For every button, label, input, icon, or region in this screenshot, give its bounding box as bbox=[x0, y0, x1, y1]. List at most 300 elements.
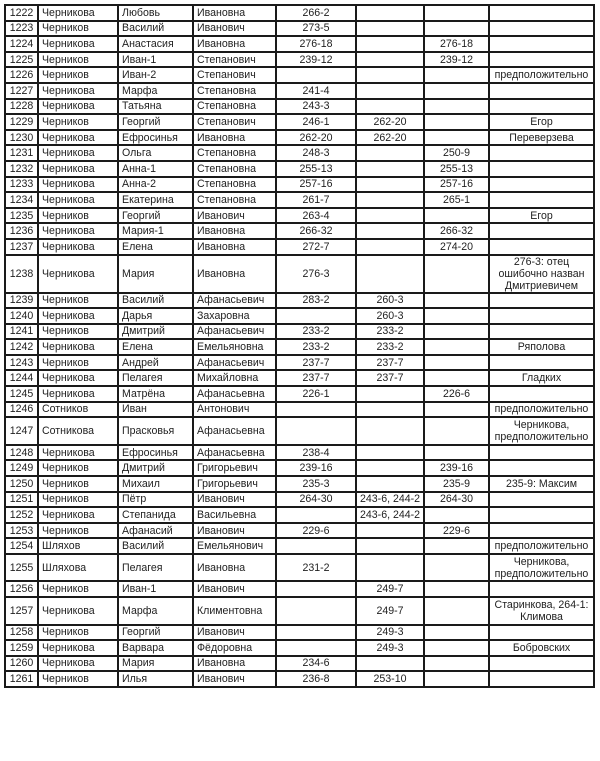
record-id-cell: 1228 bbox=[5, 99, 38, 115]
patronymic-cell: Ивановна bbox=[193, 255, 276, 293]
patronymic-cell: Климентовна bbox=[193, 597, 276, 625]
first-name-cell: Георгий bbox=[118, 625, 193, 641]
reference-3-cell bbox=[424, 324, 489, 340]
note-cell bbox=[489, 293, 594, 309]
surname-cell: Черникова bbox=[38, 507, 118, 523]
patronymic-cell: Афанасьевич bbox=[193, 324, 276, 340]
note-cell: Гладких bbox=[489, 370, 594, 386]
reference-2-cell bbox=[356, 554, 424, 582]
note-cell bbox=[489, 145, 594, 161]
record-id-cell: 1236 bbox=[5, 223, 38, 239]
first-name-cell: Георгий bbox=[118, 114, 193, 130]
reference-1-cell: 229-6 bbox=[276, 523, 356, 539]
reference-2-cell bbox=[356, 177, 424, 193]
table-row bbox=[5, 370, 594, 386]
first-name-cell: Дмитрий bbox=[118, 460, 193, 476]
first-name-cell: Анна-1 bbox=[118, 161, 193, 177]
note-cell bbox=[489, 492, 594, 508]
first-name-cell: Мария bbox=[118, 656, 193, 672]
reference-3-cell bbox=[424, 208, 489, 224]
record-id-cell: 1252 bbox=[5, 507, 38, 523]
record-id-cell: 1225 bbox=[5, 52, 38, 68]
patronymic-cell: Емельянович bbox=[193, 538, 276, 554]
patronymic-cell: Степановна bbox=[193, 83, 276, 99]
reference-1-cell: 239-16 bbox=[276, 460, 356, 476]
table-row bbox=[5, 161, 594, 177]
table-body bbox=[5, 5, 594, 687]
reference-2-cell bbox=[356, 67, 424, 83]
reference-3-cell bbox=[424, 114, 489, 130]
reference-3-cell bbox=[424, 402, 489, 418]
reference-1-cell: 239-12 bbox=[276, 52, 356, 68]
note-cell bbox=[489, 308, 594, 324]
record-id-cell: 1256 bbox=[5, 581, 38, 597]
reference-3-cell bbox=[424, 417, 489, 445]
reference-3-cell bbox=[424, 355, 489, 371]
table-row bbox=[5, 339, 594, 355]
table-row bbox=[5, 293, 594, 309]
reference-2-cell: 249-7 bbox=[356, 597, 424, 625]
surname-cell: Черников bbox=[38, 671, 118, 687]
surname-cell: Черников bbox=[38, 476, 118, 492]
reference-2-cell: 249-3 bbox=[356, 625, 424, 641]
reference-2-cell bbox=[356, 386, 424, 402]
surname-cell: Черников bbox=[38, 324, 118, 340]
reference-2-cell: 233-2 bbox=[356, 339, 424, 355]
note-cell: Черникова, предположительно bbox=[489, 554, 594, 582]
surname-cell: Черникова bbox=[38, 130, 118, 146]
note-cell bbox=[489, 161, 594, 177]
reference-3-cell bbox=[424, 581, 489, 597]
reference-3-cell: 265-1 bbox=[424, 192, 489, 208]
reference-2-cell: 243-6, 244-2 bbox=[356, 507, 424, 523]
reference-1-cell bbox=[276, 507, 356, 523]
surname-cell: Черникова bbox=[38, 177, 118, 193]
reference-2-cell bbox=[356, 255, 424, 293]
first-name-cell: Елена bbox=[118, 239, 193, 255]
note-cell bbox=[489, 507, 594, 523]
record-id-cell: 1232 bbox=[5, 161, 38, 177]
surname-cell: Черникова bbox=[38, 656, 118, 672]
surname-cell: Черникова bbox=[38, 308, 118, 324]
surname-cell: Черникова bbox=[38, 36, 118, 52]
table-row bbox=[5, 99, 594, 115]
reference-3-cell bbox=[424, 83, 489, 99]
reference-3-cell bbox=[424, 130, 489, 146]
record-id-cell: 1237 bbox=[5, 239, 38, 255]
record-id-cell: 1247 bbox=[5, 417, 38, 445]
surname-cell: Черников bbox=[38, 52, 118, 68]
reference-1-cell bbox=[276, 402, 356, 418]
note-cell: Ряполова bbox=[489, 339, 594, 355]
first-name-cell: Василий bbox=[118, 293, 193, 309]
table-row bbox=[5, 417, 594, 445]
reference-1-cell: 255-13 bbox=[276, 161, 356, 177]
reference-3-cell: 229-6 bbox=[424, 523, 489, 539]
first-name-cell: Георгий bbox=[118, 208, 193, 224]
reference-1-cell: 261-7 bbox=[276, 192, 356, 208]
reference-1-cell: 266-2 bbox=[276, 5, 356, 21]
first-name-cell: Ефросинья bbox=[118, 445, 193, 461]
patronymic-cell: Иванович bbox=[193, 671, 276, 687]
record-id-cell: 1245 bbox=[5, 386, 38, 402]
patronymic-cell: Степановна bbox=[193, 177, 276, 193]
table-row bbox=[5, 597, 594, 625]
reference-1-cell bbox=[276, 581, 356, 597]
note-cell bbox=[489, 5, 594, 21]
reference-2-cell: 249-7 bbox=[356, 581, 424, 597]
reference-2-cell bbox=[356, 192, 424, 208]
surname-cell: Черников bbox=[38, 492, 118, 508]
record-id-cell: 1258 bbox=[5, 625, 38, 641]
first-name-cell: Дмитрий bbox=[118, 324, 193, 340]
reference-3-cell bbox=[424, 597, 489, 625]
record-id-cell: 1240 bbox=[5, 308, 38, 324]
note-cell: предположительно bbox=[489, 538, 594, 554]
patronymic-cell: Степановна bbox=[193, 161, 276, 177]
table-row bbox=[5, 145, 594, 161]
patronymic-cell: Ивановна bbox=[193, 223, 276, 239]
patronymic-cell: Иванович bbox=[193, 581, 276, 597]
reference-2-cell bbox=[356, 538, 424, 554]
first-name-cell: Андрей bbox=[118, 355, 193, 371]
surname-cell: Сотникова bbox=[38, 417, 118, 445]
first-name-cell: Марфа bbox=[118, 597, 193, 625]
reference-1-cell: 234-6 bbox=[276, 656, 356, 672]
reference-1-cell: 272-7 bbox=[276, 239, 356, 255]
reference-1-cell: 264-30 bbox=[276, 492, 356, 508]
note-cell bbox=[489, 239, 594, 255]
reference-2-cell bbox=[356, 223, 424, 239]
reference-2-cell: 237-7 bbox=[356, 355, 424, 371]
reference-2-cell bbox=[356, 5, 424, 21]
first-name-cell: Матрёна bbox=[118, 386, 193, 402]
note-cell bbox=[489, 355, 594, 371]
reference-1-cell: 231-2 bbox=[276, 554, 356, 582]
patronymic-cell: Афанасьевич bbox=[193, 293, 276, 309]
reference-2-cell bbox=[356, 83, 424, 99]
reference-2-cell bbox=[356, 36, 424, 52]
record-id-cell: 1229 bbox=[5, 114, 38, 130]
surname-cell: Черникова bbox=[38, 386, 118, 402]
patronymic-cell: Афанасьевна bbox=[193, 386, 276, 402]
surname-cell: Сотников bbox=[38, 402, 118, 418]
reference-2-cell: 253-10 bbox=[356, 671, 424, 687]
patronymic-cell: Степановна bbox=[193, 192, 276, 208]
reference-3-cell bbox=[424, 554, 489, 582]
note-cell bbox=[489, 36, 594, 52]
first-name-cell: Татьяна bbox=[118, 99, 193, 115]
reference-2-cell: 243-6, 244-2 bbox=[356, 492, 424, 508]
reference-2-cell: 260-3 bbox=[356, 308, 424, 324]
reference-1-cell bbox=[276, 597, 356, 625]
table-row bbox=[5, 52, 594, 68]
reference-1-cell: 262-20 bbox=[276, 130, 356, 146]
patronymic-cell: Ивановна bbox=[193, 5, 276, 21]
reference-3-cell bbox=[424, 538, 489, 554]
note-cell: Старинкова, 264-1: Климова bbox=[489, 597, 594, 625]
reference-1-cell: 276-18 bbox=[276, 36, 356, 52]
surname-cell: Черников bbox=[38, 523, 118, 539]
reference-1-cell: 238-4 bbox=[276, 445, 356, 461]
surname-cell: Черникова bbox=[38, 239, 118, 255]
reference-3-cell bbox=[424, 339, 489, 355]
table-row bbox=[5, 492, 594, 508]
patronymic-cell: Захаровна bbox=[193, 308, 276, 324]
reference-2-cell bbox=[356, 52, 424, 68]
reference-3-cell: 239-16 bbox=[424, 460, 489, 476]
record-id-cell: 1243 bbox=[5, 355, 38, 371]
note-cell: 235-9: Максим bbox=[489, 476, 594, 492]
surname-cell: Черников bbox=[38, 114, 118, 130]
first-name-cell: Анна-2 bbox=[118, 177, 193, 193]
table-row bbox=[5, 83, 594, 99]
patronymic-cell: Михайловна bbox=[193, 370, 276, 386]
surname-cell: Черникова bbox=[38, 445, 118, 461]
record-id-cell: 1223 bbox=[5, 21, 38, 37]
patronymic-cell: Афанасьевна bbox=[193, 417, 276, 445]
surname-cell: Черникова bbox=[38, 145, 118, 161]
reference-3-cell bbox=[424, 625, 489, 641]
note-cell bbox=[489, 21, 594, 37]
first-name-cell: Пелагея bbox=[118, 370, 193, 386]
record-id-cell: 1249 bbox=[5, 460, 38, 476]
first-name-cell: Елена bbox=[118, 339, 193, 355]
first-name-cell: Иван-1 bbox=[118, 581, 193, 597]
first-name-cell: Василий bbox=[118, 538, 193, 554]
note-cell bbox=[489, 625, 594, 641]
surname-cell: Черников bbox=[38, 625, 118, 641]
record-id-cell: 1261 bbox=[5, 671, 38, 687]
table-row bbox=[5, 476, 594, 492]
first-name-cell: Иван-1 bbox=[118, 52, 193, 68]
reference-1-cell: 226-1 bbox=[276, 386, 356, 402]
record-id-cell: 1255 bbox=[5, 554, 38, 582]
reference-3-cell bbox=[424, 293, 489, 309]
first-name-cell: Иван bbox=[118, 402, 193, 418]
note-cell: Переверзева bbox=[489, 130, 594, 146]
reference-3-cell: 255-13 bbox=[424, 161, 489, 177]
surname-cell: Черников bbox=[38, 460, 118, 476]
surname-cell: Черникова bbox=[38, 597, 118, 625]
first-name-cell: Ефросинья bbox=[118, 130, 193, 146]
first-name-cell: Дарья bbox=[118, 308, 193, 324]
reference-3-cell bbox=[424, 656, 489, 672]
first-name-cell: Илья bbox=[118, 671, 193, 687]
table-row bbox=[5, 554, 594, 582]
table-row bbox=[5, 114, 594, 130]
first-name-cell: Любовь bbox=[118, 5, 193, 21]
note-cell bbox=[489, 460, 594, 476]
patronymic-cell: Фёдоровна bbox=[193, 640, 276, 656]
surname-cell: Черникова bbox=[38, 339, 118, 355]
reference-3-cell bbox=[424, 640, 489, 656]
patronymic-cell: Афанасьевна bbox=[193, 445, 276, 461]
note-cell bbox=[489, 671, 594, 687]
patronymic-cell: Иванович bbox=[193, 523, 276, 539]
first-name-cell: Екатерина bbox=[118, 192, 193, 208]
reference-2-cell: 249-3 bbox=[356, 640, 424, 656]
reference-3-cell: 226-6 bbox=[424, 386, 489, 402]
patronymic-cell: Ивановна bbox=[193, 554, 276, 582]
note-cell: Черникова, предположительно bbox=[489, 417, 594, 445]
reference-2-cell bbox=[356, 445, 424, 461]
table-row bbox=[5, 208, 594, 224]
reference-3-cell bbox=[424, 99, 489, 115]
reference-2-cell bbox=[356, 208, 424, 224]
record-id-cell: 1230 bbox=[5, 130, 38, 146]
reference-1-cell: 246-1 bbox=[276, 114, 356, 130]
note-cell bbox=[489, 52, 594, 68]
record-id-cell: 1242 bbox=[5, 339, 38, 355]
table-row bbox=[5, 223, 594, 239]
reference-1-cell bbox=[276, 640, 356, 656]
record-id-cell: 1227 bbox=[5, 83, 38, 99]
patronymic-cell: Степанович bbox=[193, 114, 276, 130]
first-name-cell: Мария bbox=[118, 255, 193, 293]
patronymic-cell: Иванович bbox=[193, 21, 276, 37]
record-id-cell: 1233 bbox=[5, 177, 38, 193]
first-name-cell: Ольга bbox=[118, 145, 193, 161]
surname-cell: Черников bbox=[38, 581, 118, 597]
reference-2-cell bbox=[356, 239, 424, 255]
record-id-cell: 1251 bbox=[5, 492, 38, 508]
note-cell bbox=[489, 523, 594, 539]
reference-1-cell: 266-32 bbox=[276, 223, 356, 239]
reference-2-cell bbox=[356, 460, 424, 476]
first-name-cell: Афанасий bbox=[118, 523, 193, 539]
surname-cell: Шляхова bbox=[38, 554, 118, 582]
surname-cell: Черников bbox=[38, 293, 118, 309]
table-row bbox=[5, 67, 594, 83]
first-name-cell: Иван-2 bbox=[118, 67, 193, 83]
reference-2-cell bbox=[356, 21, 424, 37]
reference-3-cell: 276-18 bbox=[424, 36, 489, 52]
reference-2-cell: 233-2 bbox=[356, 324, 424, 340]
reference-2-cell bbox=[356, 417, 424, 445]
reference-2-cell bbox=[356, 656, 424, 672]
reference-2-cell: 260-3 bbox=[356, 293, 424, 309]
table-row bbox=[5, 581, 594, 597]
reference-1-cell: 237-7 bbox=[276, 370, 356, 386]
note-cell: предположительно bbox=[489, 402, 594, 418]
table-row bbox=[5, 255, 594, 293]
first-name-cell: Пётр bbox=[118, 492, 193, 508]
patronymic-cell: Степанович bbox=[193, 52, 276, 68]
first-name-cell: Марфа bbox=[118, 83, 193, 99]
first-name-cell: Степанида bbox=[118, 507, 193, 523]
record-id-cell: 1239 bbox=[5, 293, 38, 309]
reference-3-cell bbox=[424, 67, 489, 83]
surname-cell: Черникова bbox=[38, 161, 118, 177]
reference-2-cell: 262-20 bbox=[356, 114, 424, 130]
reference-2-cell: 237-7 bbox=[356, 370, 424, 386]
note-cell bbox=[489, 177, 594, 193]
note-cell bbox=[489, 223, 594, 239]
table-row bbox=[5, 671, 594, 687]
record-id-cell: 1246 bbox=[5, 402, 38, 418]
record-id-cell: 1241 bbox=[5, 324, 38, 340]
surname-cell: Черников bbox=[38, 355, 118, 371]
reference-3-cell: 235-9 bbox=[424, 476, 489, 492]
reference-3-cell: 257-16 bbox=[424, 177, 489, 193]
reference-3-cell bbox=[424, 255, 489, 293]
record-id-cell: 1259 bbox=[5, 640, 38, 656]
note-cell: 276-3: отец ошибочно назван Дмитриевичем bbox=[489, 255, 594, 293]
table-row bbox=[5, 640, 594, 656]
note-cell: Бобровских bbox=[489, 640, 594, 656]
reference-3-cell bbox=[424, 445, 489, 461]
reference-1-cell: 273-5 bbox=[276, 21, 356, 37]
reference-1-cell: 263-4 bbox=[276, 208, 356, 224]
table-row bbox=[5, 239, 594, 255]
reference-3-cell bbox=[424, 308, 489, 324]
record-id-cell: 1224 bbox=[5, 36, 38, 52]
reference-3-cell bbox=[424, 5, 489, 21]
table-row bbox=[5, 36, 594, 52]
reference-3-cell: 264-30 bbox=[424, 492, 489, 508]
patronymic-cell: Иванович bbox=[193, 492, 276, 508]
reference-1-cell bbox=[276, 308, 356, 324]
record-id-cell: 1222 bbox=[5, 5, 38, 21]
record-id-cell: 1234 bbox=[5, 192, 38, 208]
patronymic-cell: Антонович bbox=[193, 402, 276, 418]
patronymic-cell: Григорьевич bbox=[193, 476, 276, 492]
note-cell bbox=[489, 656, 594, 672]
reference-2-cell bbox=[356, 145, 424, 161]
table-row bbox=[5, 523, 594, 539]
reference-1-cell: 248-3 bbox=[276, 145, 356, 161]
record-id-cell: 1257 bbox=[5, 597, 38, 625]
record-id-cell: 1244 bbox=[5, 370, 38, 386]
record-id-cell: 1254 bbox=[5, 538, 38, 554]
table-row bbox=[5, 538, 594, 554]
note-cell: Егор bbox=[489, 208, 594, 224]
patronymic-cell: Ивановна bbox=[193, 239, 276, 255]
record-id-cell: 1226 bbox=[5, 67, 38, 83]
record-id-cell: 1253 bbox=[5, 523, 38, 539]
surname-cell: Черникова bbox=[38, 99, 118, 115]
reference-1-cell: 237-7 bbox=[276, 355, 356, 371]
surname-cell: Черникова bbox=[38, 255, 118, 293]
reference-1-cell: 236-8 bbox=[276, 671, 356, 687]
surname-cell: Черников bbox=[38, 21, 118, 37]
note-cell bbox=[489, 83, 594, 99]
patronymic-cell: Афанасьевич bbox=[193, 355, 276, 371]
note-cell bbox=[489, 192, 594, 208]
record-id-cell: 1231 bbox=[5, 145, 38, 161]
reference-1-cell: 235-3 bbox=[276, 476, 356, 492]
table-row bbox=[5, 656, 594, 672]
first-name-cell: Варвара bbox=[118, 640, 193, 656]
reference-1-cell: 283-2 bbox=[276, 293, 356, 309]
reference-3-cell: 274-20 bbox=[424, 239, 489, 255]
patronymic-cell: Емельяновна bbox=[193, 339, 276, 355]
note-cell: предположительно bbox=[489, 67, 594, 83]
first-name-cell: Мария-1 bbox=[118, 223, 193, 239]
table-row bbox=[5, 460, 594, 476]
reference-2-cell bbox=[356, 161, 424, 177]
surname-cell: Черникова bbox=[38, 223, 118, 239]
surname-cell: Черникова bbox=[38, 640, 118, 656]
table-row bbox=[5, 308, 594, 324]
patronymic-cell: Степанович bbox=[193, 67, 276, 83]
table-row bbox=[5, 324, 594, 340]
table-row bbox=[5, 192, 594, 208]
surname-cell: Черников bbox=[38, 67, 118, 83]
reference-1-cell: 257-16 bbox=[276, 177, 356, 193]
table-row bbox=[5, 130, 594, 146]
